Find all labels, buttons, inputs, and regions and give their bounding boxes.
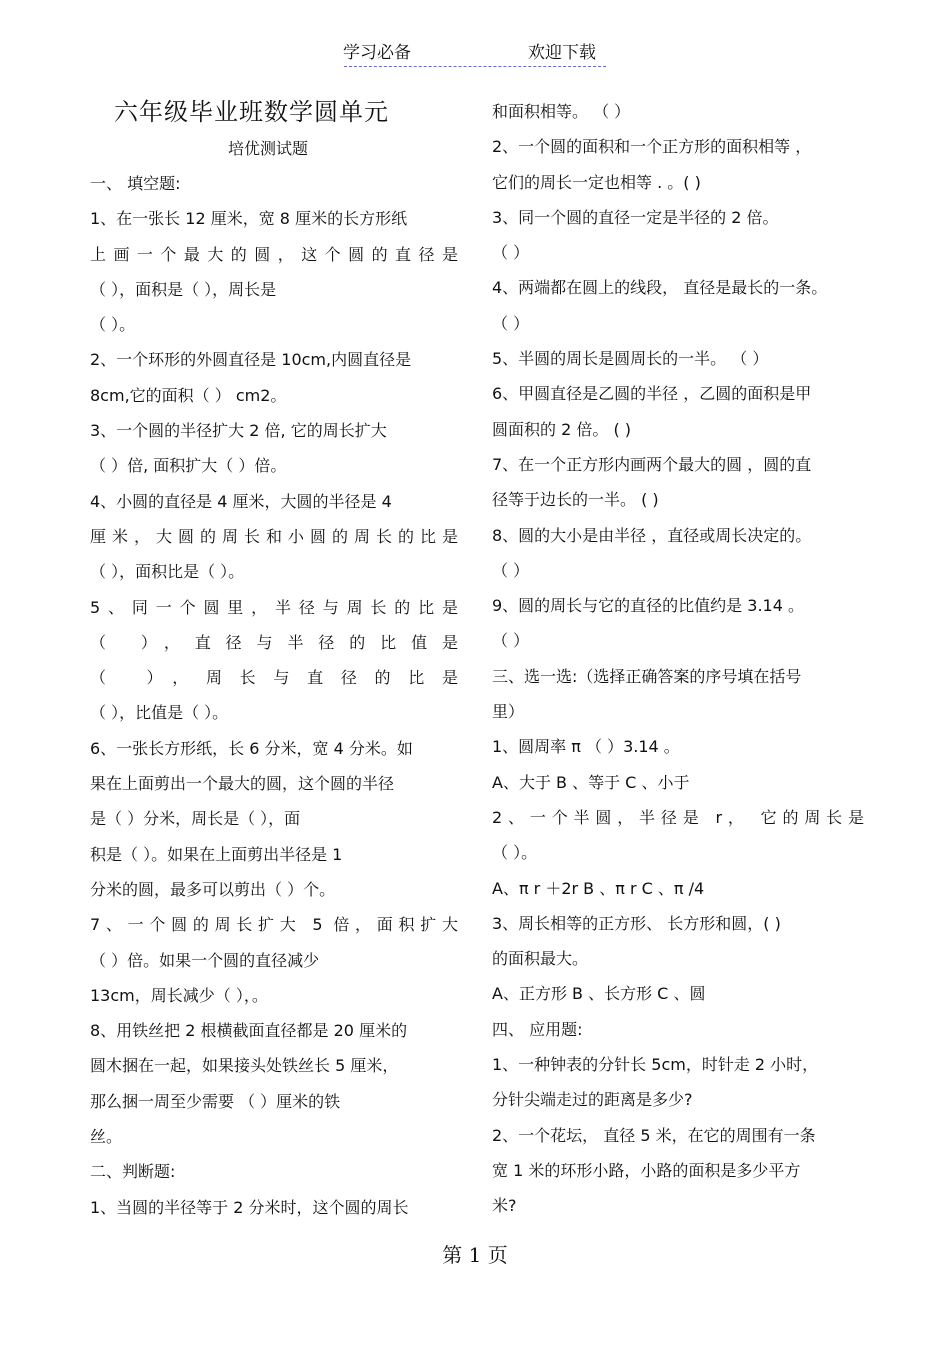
text-line: （ ）: [492, 313, 530, 333]
text-line: 1、圆周率 π （ ）3.14 。: [492, 737, 680, 757]
text-line: 5、半圆的周长是圆周长的一半。 （ ）: [492, 349, 769, 369]
text-line: 的面积最大。: [492, 949, 589, 969]
text-line: 圆木捆在一起，如果接头处铁丝长 5 厘米，: [90, 1056, 399, 1076]
text-line: 8、用铁丝把 2 根横截面直径都是 20 厘米的: [90, 1021, 408, 1041]
text-line: 米?: [492, 1196, 517, 1216]
text-line: 分针尖端走过的距离是多少?: [492, 1090, 693, 1110]
text-line: 4、两端都在圆上的线段， 直径是最长的一条。: [492, 278, 828, 298]
text-line: 2、一个半圆，半径是 r， 它的周长是: [492, 807, 864, 827]
text-line: 是（ ）分米，周长是（ ），面: [90, 809, 301, 829]
text-line: 4、小圆的直径是 4 厘米，大圆的半径是 4: [90, 491, 392, 511]
left-column-lines: [90, 166, 458, 1225]
text-line: 2、一个环形的外圆直径是 10cm,内圆直径是: [90, 350, 412, 370]
right-column-lines: [492, 94, 864, 1224]
text-line: （ ）: [492, 560, 530, 580]
text-line: 三、选一选:（选择正确答案的序号填在括号: [492, 666, 802, 686]
text-line: 二、判断题:: [90, 1162, 176, 1182]
text-line: 6、甲圆直径是乙圆的半径 ，乙圆的面积是甲: [492, 384, 812, 404]
text-line: （ ）: [492, 243, 530, 263]
text-line: A、正方形 B 、长方形 C 、圆: [492, 984, 706, 1004]
text-line: （ ），周长与直径的比是: [90, 668, 458, 688]
header-dashed-rule: [344, 66, 606, 67]
text-line: 宽 1 米的环形小路，小路的面积是多少平方: [492, 1160, 801, 1180]
header-left-text: 学习必备: [343, 43, 411, 63]
header-right-text: 欢迎下载: [528, 43, 596, 63]
text-line: 里）: [492, 702, 525, 722]
text-line: 7、在一个正方形内画两个最大的圆 ，圆的直: [492, 454, 812, 474]
text-line: （ ）倍。如果一个圆的直径减少: [90, 950, 320, 970]
text-line: 厘米，大圆的周长和小圆的周长的比是: [90, 526, 458, 546]
text-line: （ ）: [492, 631, 530, 651]
text-line: 6、一张长方形纸，长 6 分米，宽 4 分米。如: [90, 738, 413, 758]
text-line: A、大于 B 、等于 C 、小于: [492, 772, 690, 792]
text-line: 分米的圆，最多可以剪出（ ）个。: [90, 879, 336, 899]
text-line: 3、一个圆的半径扩大 2 倍, 它的周长扩大: [90, 421, 387, 441]
text-line: （ ），面积比是（ ）。: [90, 562, 245, 582]
left-column: [90, 94, 458, 1225]
text-line: 积是（ ）。如果在上面剪出半径是 1: [90, 844, 343, 864]
text-line: 3、同一个圆的直径一定是半径的 2 倍。: [492, 207, 779, 227]
text-line: 2、一个圆的面积和一个正方形的面积相等 ，: [492, 137, 812, 157]
text-line: 1、当圆的半径等于 2 分米时，这个圆的周长: [90, 1197, 409, 1217]
text-line: 四、 应用题:: [492, 1019, 583, 1039]
text-line: 2、一个花坛， 直径 5 米，在它的周围有一条: [492, 1125, 816, 1145]
text-line: 圆面积的 2 倍。 ( ): [492, 419, 632, 439]
text-line: 9、圆的周长与它的直径的比值约是 3.14 。: [492, 596, 804, 616]
right-column: [492, 94, 864, 1224]
page-subtitle: 培优测试题: [228, 139, 309, 158]
page-number: 第 1 页: [442, 1243, 508, 1267]
text-line: 13cm，周长减少（ ），。: [90, 985, 268, 1005]
text-line: 果在上面剪出一个最大的圆，这个圆的半径: [90, 774, 395, 794]
text-line: 和面积相等。 （ ）: [492, 102, 631, 121]
text-line: （ ），比值是（ ）。: [90, 703, 229, 723]
text-line: （ ），面积是（ ），周长是: [90, 279, 277, 299]
text-line: 5、同一个圆里，半径与周长的比是: [90, 597, 458, 617]
text-line: 丝。: [90, 1127, 123, 1147]
text-line: 1、在一张长 12 厘米，宽 8 厘米的长方形纸: [90, 209, 408, 229]
text-line: （ ）倍, 面积扩大（ ）倍。: [90, 456, 287, 476]
text-line: 3、周长相等的正方形、 长方形和圆，( ): [492, 913, 781, 933]
text-line: 径等于边长的一半。 ( ): [492, 490, 659, 510]
text-line: 它们的周长一定也相等 . 。( ): [492, 172, 701, 192]
text-line: （ ）。: [90, 315, 136, 335]
text-line: （ ），直径与半径的比值是: [90, 632, 458, 652]
text-line: 8、圆的大小是由半径 ，直径或周长决定的。: [492, 525, 812, 545]
text-line: 7、一个圆的周长扩大 5 倍，面积扩大: [90, 915, 458, 935]
text-line: （ ）。: [492, 843, 538, 863]
text-line: 一、 填空题:: [90, 174, 181, 193]
text-line: 上画一个最大的圆，这个圆的直径是: [90, 244, 458, 264]
text-line: 1、一种钟表的分针长 5cm，时针走 2 小时，: [492, 1055, 819, 1075]
text-line: 8cm,它的面积（ ） cm2。: [90, 385, 287, 405]
text-line: A、π r ＋2r B 、π r C 、π /4: [492, 878, 705, 898]
text-line: 那么捆一周至少需要 （ ）厘米的铁: [90, 1091, 341, 1111]
page-title: 六年级毕业班数学圆单元: [114, 98, 389, 126]
